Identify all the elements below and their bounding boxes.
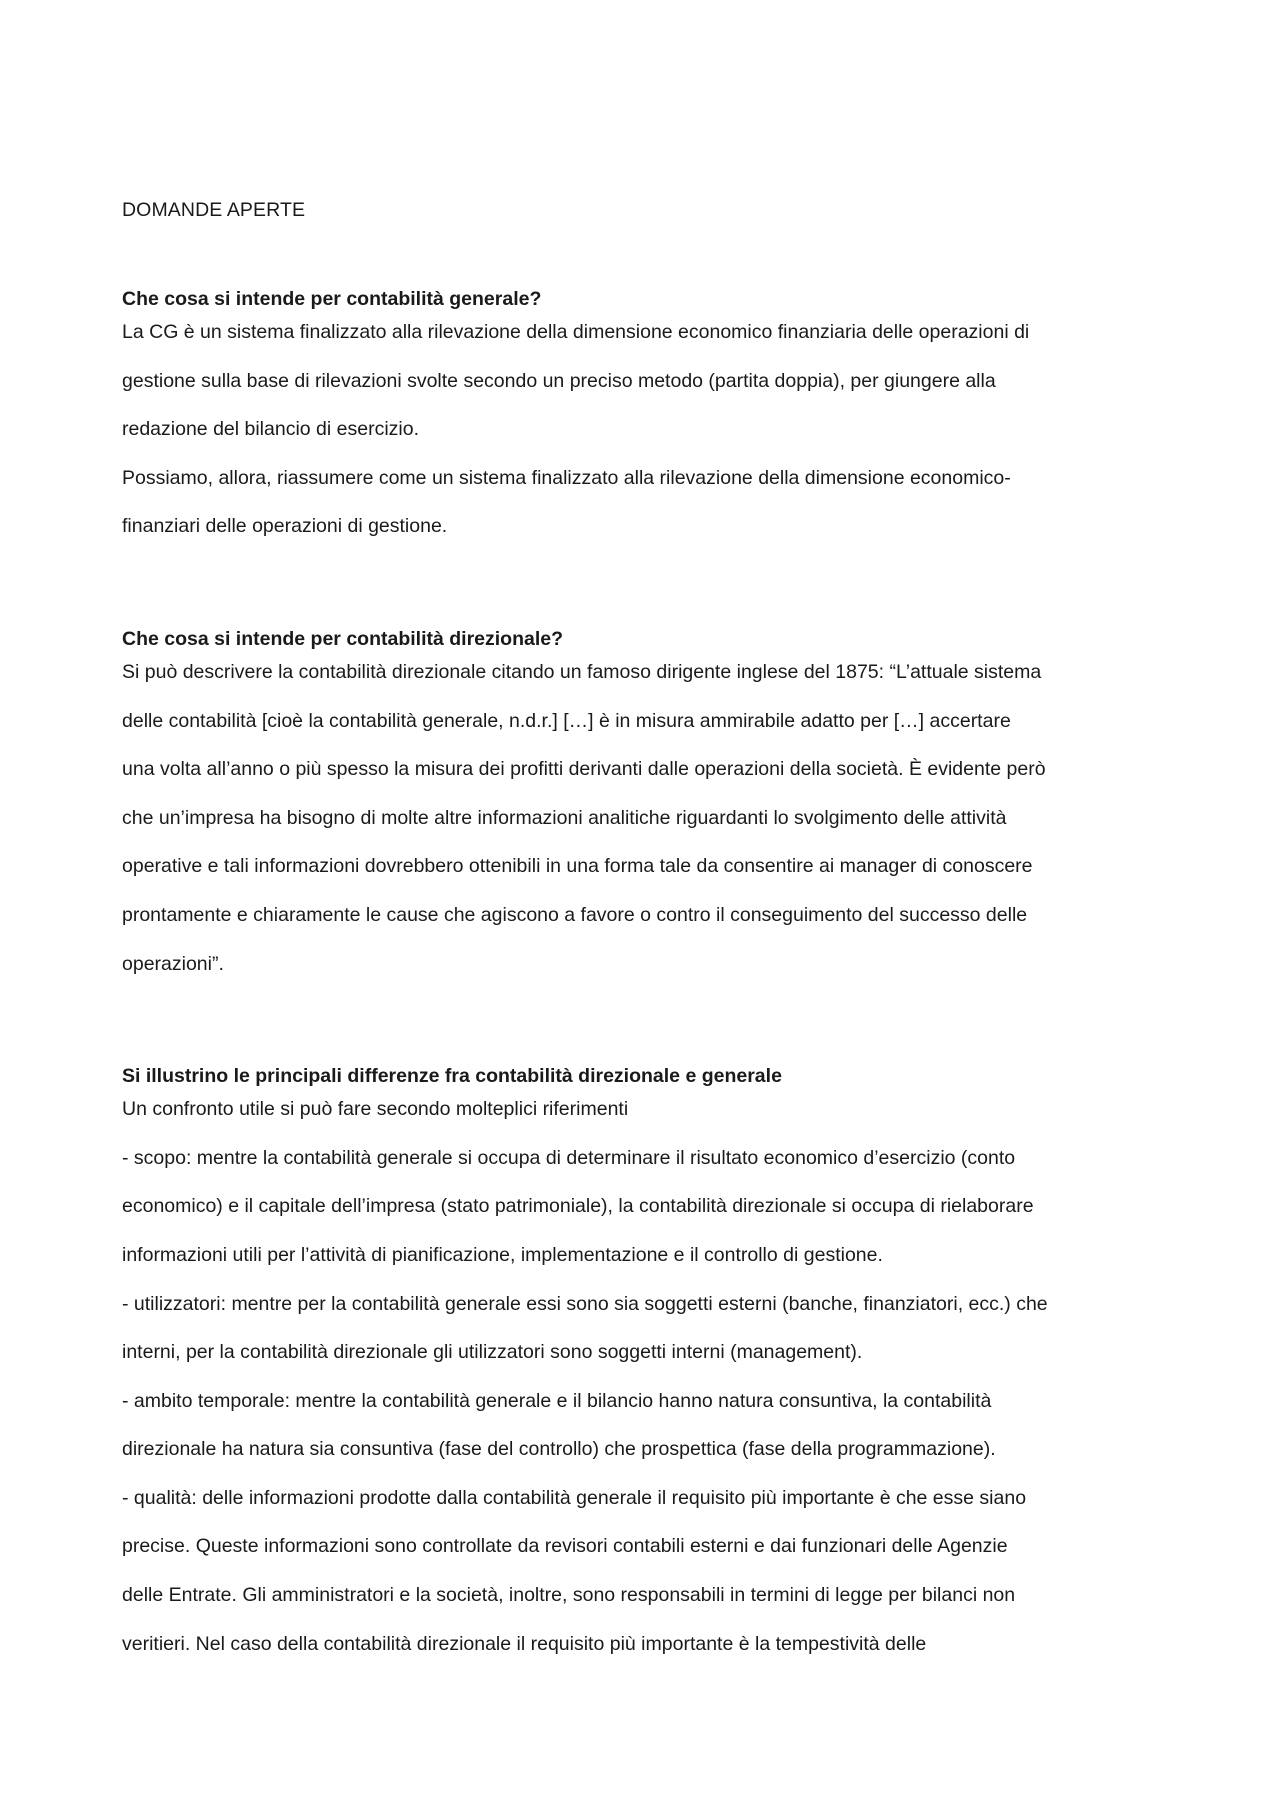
section-heading: Che cosa si intende per contabilità generale? — [122, 288, 542, 310]
section-body — [122, 1085, 1167, 1668]
paragraph-line: Un confronto utile si può fare secondo molteplici riferimenti — [122, 1098, 629, 1121]
section-heading: Si illustrino le principali differenze fra contabilità direzionale e generale — [122, 1065, 782, 1088]
document-content — [122, 198, 1167, 1668]
paragraph-line: Possiamo, allora, riassumere come un sistema finalizzato alla rilevazione della dimensione economico- — [122, 466, 1011, 489]
paragraph-line: La CG è un sistema finalizzato alla rilevazione della dimensione economico finanziaria delle operazioni di — [122, 321, 1030, 343]
paragraph-line: - utilizzatori: mentre per la contabilità generale essi sono sia soggetti esterni (banche, finanziatori, ecc.) che — [122, 1292, 1048, 1315]
section-contabilita-generale — [122, 284, 1167, 551]
paragraph-line: veritieri. Nel caso della contabilità direzionale il requisito più importante è la tempestività delle — [122, 1632, 927, 1655]
section-heading: Che cosa si intende per contabilità direzionale? — [122, 627, 564, 650]
paragraph-line: operative e tali informazioni dovrebbero ottenibili in una forma tale da consentire ai manager di conoscere — [122, 855, 1033, 878]
paragraph-line: una volta all’anno o più spesso la misura dei profitti derivanti dalle operazioni della società. È evidente però — [122, 758, 1046, 781]
section-contabilita-direzionale — [122, 624, 1167, 988]
document-title: DOMANDE APERTE — [122, 199, 306, 221]
paragraph-line: operazioni”. — [122, 952, 224, 975]
paragraph-line: che un’impresa ha bisogno di molte altre informazioni analitiche riguardanti lo svolgimento delle attività — [122, 806, 1007, 829]
paragraph-line: - scopo: mentre la contabilità generale si occupa di determinare il risultato economico d’esercizio (conto — [122, 1146, 1016, 1169]
paragraph-line: economico) e il capitale dell’impresa (stato patrimoniale), la contabilità direzionale si occupa di rielaborare — [122, 1195, 1034, 1218]
paragraph-line: interni, per la contabilità direzionale gli utilizzatori sono soggetti interni (management). — [122, 1341, 863, 1364]
paragraph-line: delle contabilità [cioè la contabilità generale, n.d.r.] […] è in misura ammirabile adatto per […] accertare — [122, 709, 1011, 732]
paragraph-line: - ambito temporale: mentre la contabilità generale e il bilancio hanno natura consuntiva, la contabilità — [122, 1389, 992, 1412]
paragraph-line: informazioni utili per l’attività di pianificazione, implementazione e il controllo di gestione. — [122, 1243, 883, 1266]
paragraph-line: redazione del bilancio di esercizio. — [122, 418, 420, 441]
paragraph-line: finanziari delle operazioni di gestione. — [122, 515, 448, 538]
section-body — [122, 648, 1167, 988]
paragraph-line: precise. Queste informazioni sono controllate da revisori contabili esterni e dai funzionari delle Agenzie — [122, 1535, 1008, 1558]
paragraph-line: Si può descrivere la contabilità direzionale citando un famoso dirigente inglese del 1875: “L’attuale sistema — [122, 660, 1042, 683]
paragraph-line: - qualità: delle informazioni prodotte dalla contabilità generale il requisito più importante è che esse siano — [122, 1486, 1027, 1509]
paragraph-line: delle Entrate. Gli amministratori e la società, inoltre, sono responsabili in termini di legge per bilanci non — [122, 1584, 1016, 1607]
paragraph-line: direzionale ha natura sia consuntiva (fase del controllo) che prospettica (fase della programmazione). — [122, 1438, 996, 1461]
section-body — [122, 308, 1167, 551]
paragraph-line: prontamente e chiaramente le cause che agiscono a favore o contro il conseguimento del successo delle — [122, 903, 1028, 926]
paragraph-line: gestione sulla base di rilevazioni svolte secondo un preciso metodo (partita doppia), per giungere alla — [122, 369, 996, 392]
section-differenze — [122, 1061, 1167, 1668]
